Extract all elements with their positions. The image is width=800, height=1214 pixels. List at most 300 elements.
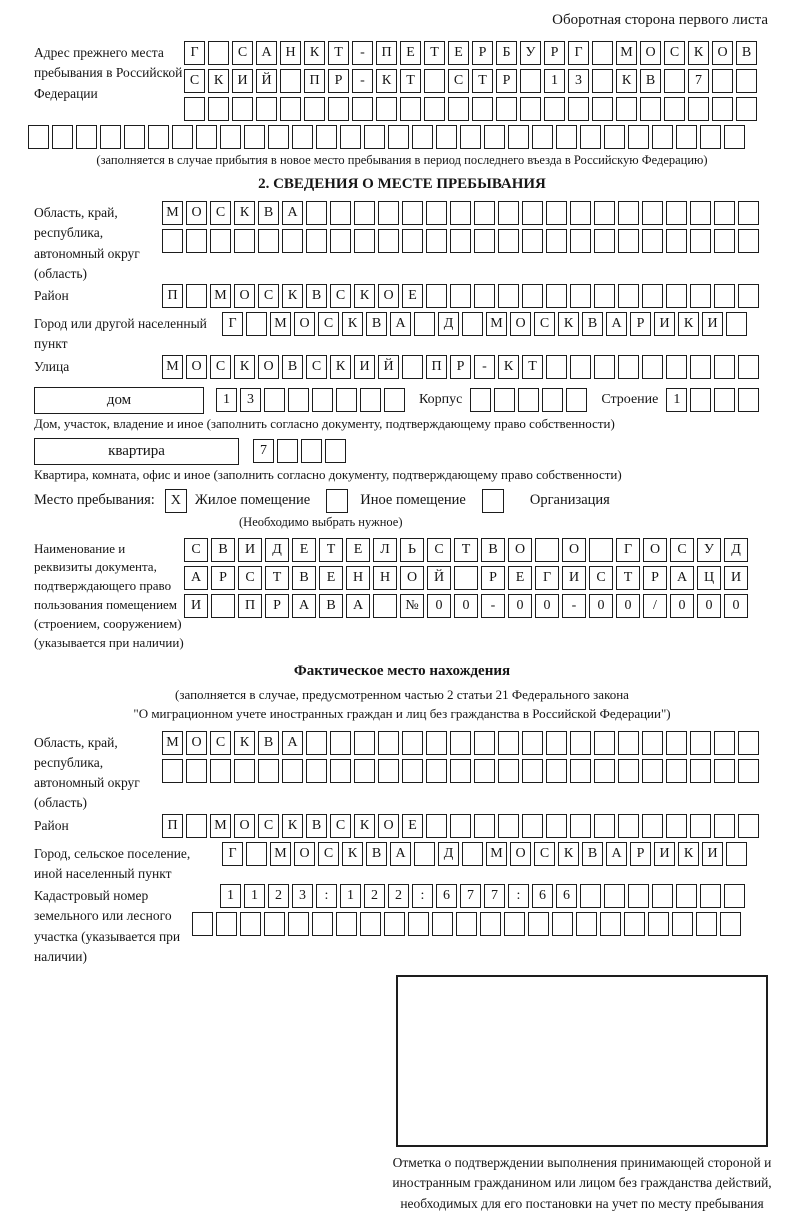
char-cell[interactable]: В bbox=[582, 312, 603, 336]
char-cell[interactable] bbox=[474, 284, 495, 308]
char-cell[interactable] bbox=[424, 97, 445, 121]
char-cell[interactable] bbox=[424, 69, 445, 93]
char-cell[interactable] bbox=[211, 594, 235, 618]
char-cell[interactable] bbox=[234, 229, 255, 253]
char-cell[interactable] bbox=[340, 125, 361, 149]
char-cell[interactable] bbox=[652, 125, 673, 149]
char-cell[interactable]: К bbox=[498, 355, 519, 379]
char-cell[interactable]: Р bbox=[630, 842, 651, 866]
char-cell[interactable] bbox=[210, 229, 231, 253]
char-cell[interactable]: Т bbox=[265, 566, 289, 590]
char-cell[interactable] bbox=[666, 814, 687, 838]
char-cell[interactable]: И bbox=[354, 355, 375, 379]
char-cell[interactable] bbox=[426, 759, 447, 783]
char-cell[interactable] bbox=[690, 731, 711, 755]
char-cell[interactable]: 1 bbox=[544, 69, 565, 93]
char-cell[interactable] bbox=[186, 229, 207, 253]
char-cell[interactable]: А bbox=[256, 41, 277, 65]
char-cell[interactable] bbox=[618, 201, 639, 225]
char-cell[interactable]: Д bbox=[265, 538, 289, 562]
char-cell[interactable]: Е bbox=[448, 41, 469, 65]
char-cell[interactable] bbox=[208, 97, 229, 121]
char-cell[interactable] bbox=[546, 355, 567, 379]
char-cell[interactable] bbox=[522, 814, 543, 838]
char-cell[interactable] bbox=[402, 759, 423, 783]
char-cell[interactable]: К bbox=[688, 41, 709, 65]
char-cell[interactable] bbox=[738, 759, 759, 783]
char-cell[interactable]: Р bbox=[496, 69, 517, 93]
char-cell[interactable] bbox=[220, 125, 241, 149]
char-cell[interactable]: Д bbox=[438, 842, 459, 866]
char-cell[interactable] bbox=[306, 201, 327, 225]
char-cell[interactable]: 1 bbox=[666, 388, 687, 412]
char-cell[interactable] bbox=[336, 912, 357, 936]
char-cell[interactable]: А bbox=[292, 594, 316, 618]
char-cell[interactable]: 6 bbox=[556, 884, 577, 908]
char-cell[interactable]: К bbox=[558, 842, 579, 866]
char-cell[interactable] bbox=[738, 229, 759, 253]
char-cell[interactable] bbox=[277, 439, 298, 463]
char-cell[interactable]: 0 bbox=[454, 594, 478, 618]
char-cell[interactable] bbox=[306, 731, 327, 755]
char-cell[interactable] bbox=[542, 388, 563, 412]
char-cell[interactable] bbox=[373, 594, 397, 618]
char-cell[interactable] bbox=[690, 229, 711, 253]
char-cell[interactable]: И bbox=[238, 538, 262, 562]
char-cell[interactable]: П bbox=[162, 284, 183, 308]
char-cell[interactable]: И bbox=[702, 312, 723, 336]
char-cell[interactable]: С bbox=[184, 538, 208, 562]
char-cell[interactable] bbox=[726, 312, 747, 336]
char-cell[interactable]: О bbox=[186, 355, 207, 379]
char-cell[interactable] bbox=[618, 759, 639, 783]
char-cell[interactable] bbox=[462, 312, 483, 336]
char-cell[interactable]: А bbox=[282, 201, 303, 225]
char-cell[interactable] bbox=[426, 229, 447, 253]
char-cell[interactable] bbox=[450, 201, 471, 225]
char-cell[interactable]: Ь bbox=[400, 538, 424, 562]
char-cell[interactable]: О bbox=[510, 842, 531, 866]
char-cell[interactable]: С bbox=[318, 312, 339, 336]
char-cell[interactable]: О bbox=[294, 842, 315, 866]
char-cell[interactable] bbox=[462, 842, 483, 866]
char-cell[interactable] bbox=[592, 69, 613, 93]
char-cell[interactable]: А bbox=[390, 312, 411, 336]
char-cell[interactable] bbox=[216, 912, 237, 936]
char-cell[interactable]: К bbox=[282, 284, 303, 308]
char-cell[interactable] bbox=[738, 731, 759, 755]
char-cell[interactable]: И bbox=[232, 69, 253, 93]
char-cell[interactable]: В bbox=[258, 201, 279, 225]
char-cell[interactable] bbox=[600, 912, 621, 936]
char-cell[interactable]: А bbox=[346, 594, 370, 618]
char-cell[interactable] bbox=[580, 125, 601, 149]
char-cell[interactable] bbox=[690, 284, 711, 308]
char-cell[interactable]: М bbox=[210, 284, 231, 308]
char-cell[interactable] bbox=[288, 912, 309, 936]
char-cell[interactable]: 3 bbox=[292, 884, 313, 908]
char-cell[interactable] bbox=[642, 814, 663, 838]
char-cell[interactable]: К bbox=[304, 41, 325, 65]
char-cell[interactable] bbox=[494, 388, 515, 412]
char-cell[interactable] bbox=[186, 759, 207, 783]
char-cell[interactable]: : bbox=[412, 884, 433, 908]
char-cell[interactable]: - bbox=[352, 69, 373, 93]
char-cell[interactable] bbox=[714, 284, 735, 308]
char-cell[interactable] bbox=[450, 284, 471, 308]
char-cell[interactable] bbox=[570, 229, 591, 253]
char-cell[interactable]: С bbox=[232, 41, 253, 65]
char-cell[interactable] bbox=[484, 125, 505, 149]
char-cell[interactable] bbox=[184, 97, 205, 121]
char-cell[interactable]: Н bbox=[346, 566, 370, 590]
char-cell[interactable] bbox=[360, 912, 381, 936]
char-cell[interactable]: С bbox=[210, 355, 231, 379]
char-cell[interactable] bbox=[364, 125, 385, 149]
char-cell[interactable] bbox=[652, 884, 673, 908]
char-cell[interactable]: С bbox=[210, 201, 231, 225]
char-cell[interactable] bbox=[352, 97, 373, 121]
char-cell[interactable]: У bbox=[697, 538, 721, 562]
char-cell[interactable] bbox=[256, 97, 277, 121]
char-cell[interactable] bbox=[325, 439, 346, 463]
char-cell[interactable]: С bbox=[210, 731, 231, 755]
char-cell[interactable] bbox=[210, 759, 231, 783]
char-cell[interactable] bbox=[148, 125, 169, 149]
char-cell[interactable]: Н bbox=[280, 41, 301, 65]
char-cell[interactable] bbox=[450, 759, 471, 783]
char-cell[interactable] bbox=[676, 125, 697, 149]
char-cell[interactable]: В bbox=[366, 842, 387, 866]
char-cell[interactable] bbox=[328, 97, 349, 121]
char-cell[interactable] bbox=[258, 759, 279, 783]
char-cell[interactable]: П bbox=[162, 814, 183, 838]
char-cell[interactable] bbox=[408, 912, 429, 936]
char-cell[interactable]: Р bbox=[472, 41, 493, 65]
char-cell[interactable] bbox=[264, 388, 285, 412]
char-cell[interactable] bbox=[666, 229, 687, 253]
char-cell[interactable]: Р bbox=[630, 312, 651, 336]
char-cell[interactable] bbox=[720, 912, 741, 936]
char-cell[interactable] bbox=[570, 284, 591, 308]
char-cell[interactable] bbox=[474, 229, 495, 253]
char-cell[interactable]: В bbox=[292, 566, 316, 590]
char-cell[interactable]: О bbox=[294, 312, 315, 336]
char-cell[interactable] bbox=[354, 731, 375, 755]
char-cell[interactable] bbox=[688, 97, 709, 121]
char-cell[interactable]: П bbox=[376, 41, 397, 65]
char-cell[interactable] bbox=[544, 97, 565, 121]
char-cell[interactable] bbox=[628, 884, 649, 908]
char-cell[interactable]: В bbox=[736, 41, 757, 65]
char-cell[interactable]: Е bbox=[508, 566, 532, 590]
char-cell[interactable] bbox=[306, 759, 327, 783]
char-cell[interactable]: И bbox=[184, 594, 208, 618]
char-cell[interactable]: - bbox=[474, 355, 495, 379]
char-cell[interactable] bbox=[498, 284, 519, 308]
char-cell[interactable] bbox=[292, 125, 313, 149]
char-cell[interactable] bbox=[52, 125, 73, 149]
char-cell[interactable]: К bbox=[234, 201, 255, 225]
char-cell[interactable] bbox=[522, 731, 543, 755]
char-cell[interactable]: М bbox=[162, 731, 183, 755]
char-cell[interactable] bbox=[726, 842, 747, 866]
char-cell[interactable] bbox=[244, 125, 265, 149]
char-cell[interactable] bbox=[556, 125, 577, 149]
char-cell[interactable] bbox=[532, 125, 553, 149]
char-cell[interactable] bbox=[246, 312, 267, 336]
char-cell[interactable]: Е bbox=[402, 814, 423, 838]
char-cell[interactable] bbox=[690, 355, 711, 379]
char-cell[interactable] bbox=[528, 912, 549, 936]
char-cell[interactable]: Г bbox=[222, 312, 243, 336]
char-cell[interactable] bbox=[498, 229, 519, 253]
char-cell[interactable]: В bbox=[640, 69, 661, 93]
char-cell[interactable] bbox=[690, 201, 711, 225]
char-cell[interactable] bbox=[714, 388, 735, 412]
char-cell[interactable]: Г bbox=[568, 41, 589, 65]
char-cell[interactable] bbox=[454, 566, 478, 590]
char-cell[interactable] bbox=[520, 69, 541, 93]
char-cell[interactable]: С bbox=[184, 69, 205, 93]
char-cell[interactable] bbox=[594, 759, 615, 783]
char-cell[interactable] bbox=[570, 201, 591, 225]
char-cell[interactable] bbox=[546, 731, 567, 755]
char-cell[interactable] bbox=[642, 731, 663, 755]
char-cell[interactable]: С bbox=[258, 814, 279, 838]
checkbox-inoe[interactable] bbox=[326, 489, 348, 513]
char-cell[interactable] bbox=[664, 97, 685, 121]
char-cell[interactable]: Г bbox=[616, 538, 640, 562]
char-cell[interactable]: Т bbox=[400, 69, 421, 93]
char-cell[interactable] bbox=[498, 201, 519, 225]
char-cell[interactable] bbox=[570, 759, 591, 783]
char-cell[interactable] bbox=[384, 388, 405, 412]
char-cell[interactable] bbox=[594, 355, 615, 379]
char-cell[interactable] bbox=[700, 884, 721, 908]
char-cell[interactable]: 2 bbox=[364, 884, 385, 908]
char-cell[interactable] bbox=[196, 125, 217, 149]
char-cell[interactable] bbox=[594, 814, 615, 838]
char-cell[interactable]: Р bbox=[643, 566, 667, 590]
char-cell[interactable] bbox=[301, 439, 322, 463]
char-cell[interactable]: С bbox=[534, 842, 555, 866]
char-cell[interactable]: К bbox=[234, 355, 255, 379]
char-cell[interactable] bbox=[594, 201, 615, 225]
char-cell[interactable] bbox=[124, 125, 145, 149]
char-cell[interactable]: С bbox=[448, 69, 469, 93]
char-cell[interactable] bbox=[402, 229, 423, 253]
char-cell[interactable]: 0 bbox=[697, 594, 721, 618]
char-cell[interactable] bbox=[690, 759, 711, 783]
char-cell[interactable]: 7 bbox=[460, 884, 481, 908]
char-cell[interactable] bbox=[258, 229, 279, 253]
char-cell[interactable]: О bbox=[186, 201, 207, 225]
char-cell[interactable]: К bbox=[678, 842, 699, 866]
char-cell[interactable] bbox=[172, 125, 193, 149]
char-cell[interactable] bbox=[520, 97, 541, 121]
char-cell[interactable] bbox=[186, 814, 207, 838]
char-cell[interactable] bbox=[666, 284, 687, 308]
char-cell[interactable] bbox=[642, 759, 663, 783]
char-cell[interactable] bbox=[546, 814, 567, 838]
char-cell[interactable]: 3 bbox=[568, 69, 589, 93]
char-cell[interactable]: С bbox=[589, 566, 613, 590]
char-cell[interactable]: / bbox=[643, 594, 667, 618]
char-cell[interactable] bbox=[426, 731, 447, 755]
char-cell[interactable] bbox=[594, 229, 615, 253]
char-cell[interactable] bbox=[642, 284, 663, 308]
char-cell[interactable]: - bbox=[352, 41, 373, 65]
char-cell[interactable] bbox=[736, 69, 757, 93]
char-cell[interactable] bbox=[450, 731, 471, 755]
char-cell[interactable] bbox=[288, 388, 309, 412]
char-cell[interactable] bbox=[330, 229, 351, 253]
char-cell[interactable]: К bbox=[342, 312, 363, 336]
char-cell[interactable]: : bbox=[316, 884, 337, 908]
char-cell[interactable]: Е bbox=[319, 566, 343, 590]
char-cell[interactable]: Г bbox=[184, 41, 205, 65]
char-cell[interactable] bbox=[676, 884, 697, 908]
char-cell[interactable]: 7 bbox=[484, 884, 505, 908]
char-cell[interactable] bbox=[460, 125, 481, 149]
char-cell[interactable] bbox=[714, 731, 735, 755]
char-cell[interactable] bbox=[666, 731, 687, 755]
char-cell[interactable]: Е bbox=[400, 41, 421, 65]
char-cell[interactable] bbox=[264, 912, 285, 936]
char-cell[interactable] bbox=[642, 201, 663, 225]
char-cell[interactable] bbox=[714, 229, 735, 253]
char-cell[interactable] bbox=[414, 842, 435, 866]
char-cell[interactable]: 1 bbox=[216, 388, 237, 412]
char-cell[interactable] bbox=[304, 97, 325, 121]
char-cell[interactable] bbox=[336, 388, 357, 412]
char-cell[interactable]: Б bbox=[496, 41, 517, 65]
char-cell[interactable] bbox=[354, 759, 375, 783]
checkbox-zhiloe[interactable]: Х bbox=[165, 489, 187, 513]
char-cell[interactable]: 6 bbox=[436, 884, 457, 908]
char-cell[interactable]: 0 bbox=[535, 594, 559, 618]
char-cell[interactable]: Л bbox=[373, 538, 397, 562]
char-cell[interactable]: К bbox=[354, 814, 375, 838]
char-cell[interactable]: К bbox=[616, 69, 637, 93]
char-cell[interactable] bbox=[712, 69, 733, 93]
char-cell[interactable] bbox=[232, 97, 253, 121]
char-cell[interactable] bbox=[642, 229, 663, 253]
char-cell[interactable]: Т bbox=[319, 538, 343, 562]
char-cell[interactable] bbox=[498, 731, 519, 755]
char-cell[interactable] bbox=[450, 229, 471, 253]
char-cell[interactable]: И bbox=[654, 312, 675, 336]
char-cell[interactable]: А bbox=[606, 312, 627, 336]
char-cell[interactable]: П bbox=[426, 355, 447, 379]
char-cell[interactable] bbox=[28, 125, 49, 149]
char-cell[interactable] bbox=[384, 912, 405, 936]
char-cell[interactable] bbox=[186, 284, 207, 308]
char-cell[interactable] bbox=[648, 912, 669, 936]
char-cell[interactable] bbox=[412, 125, 433, 149]
char-cell[interactable]: 0 bbox=[508, 594, 532, 618]
char-cell[interactable] bbox=[522, 201, 543, 225]
char-cell[interactable]: Г bbox=[535, 566, 559, 590]
char-cell[interactable] bbox=[378, 731, 399, 755]
char-cell[interactable] bbox=[280, 97, 301, 121]
char-cell[interactable] bbox=[666, 201, 687, 225]
char-cell[interactable]: 2 bbox=[268, 884, 289, 908]
char-cell[interactable] bbox=[402, 731, 423, 755]
char-cell[interactable]: О bbox=[378, 814, 399, 838]
char-cell[interactable] bbox=[426, 814, 447, 838]
char-cell[interactable] bbox=[714, 201, 735, 225]
char-cell[interactable] bbox=[456, 912, 477, 936]
char-cell[interactable] bbox=[522, 229, 543, 253]
char-cell[interactable]: Й bbox=[427, 566, 451, 590]
char-cell[interactable] bbox=[376, 97, 397, 121]
char-cell[interactable]: Е bbox=[346, 538, 370, 562]
char-cell[interactable] bbox=[700, 125, 721, 149]
char-cell[interactable] bbox=[624, 912, 645, 936]
char-cell[interactable]: И bbox=[654, 842, 675, 866]
char-cell[interactable] bbox=[546, 229, 567, 253]
char-cell[interactable] bbox=[714, 759, 735, 783]
char-cell[interactable]: О bbox=[258, 355, 279, 379]
char-cell[interactable] bbox=[504, 912, 525, 936]
char-cell[interactable] bbox=[306, 229, 327, 253]
char-cell[interactable] bbox=[474, 759, 495, 783]
char-cell[interactable]: О bbox=[234, 284, 255, 308]
apartment-type-box[interactable]: квартира bbox=[34, 438, 239, 465]
char-cell[interactable]: М bbox=[162, 201, 183, 225]
char-cell[interactable]: С bbox=[306, 355, 327, 379]
checkbox-organizaciya[interactable] bbox=[482, 489, 504, 513]
char-cell[interactable]: В bbox=[258, 731, 279, 755]
char-cell[interactable]: С bbox=[238, 566, 262, 590]
char-cell[interactable]: К bbox=[354, 284, 375, 308]
char-cell[interactable]: О bbox=[640, 41, 661, 65]
char-cell[interactable] bbox=[330, 201, 351, 225]
char-cell[interactable]: 6 bbox=[532, 884, 553, 908]
char-cell[interactable] bbox=[535, 538, 559, 562]
char-cell[interactable] bbox=[378, 201, 399, 225]
char-cell[interactable] bbox=[312, 912, 333, 936]
char-cell[interactable] bbox=[592, 97, 613, 121]
char-cell[interactable]: Н bbox=[373, 566, 397, 590]
char-cell[interactable] bbox=[402, 201, 423, 225]
char-cell[interactable] bbox=[330, 759, 351, 783]
char-cell[interactable] bbox=[672, 912, 693, 936]
char-cell[interactable] bbox=[498, 814, 519, 838]
char-cell[interactable]: М bbox=[486, 312, 507, 336]
char-cell[interactable] bbox=[234, 759, 255, 783]
char-cell[interactable] bbox=[576, 912, 597, 936]
char-cell[interactable] bbox=[472, 97, 493, 121]
char-cell[interactable]: Ц bbox=[697, 566, 721, 590]
char-cell[interactable]: С bbox=[670, 538, 694, 562]
char-cell[interactable] bbox=[498, 759, 519, 783]
char-cell[interactable] bbox=[712, 97, 733, 121]
char-cell[interactable]: : bbox=[508, 884, 529, 908]
char-cell[interactable]: 0 bbox=[616, 594, 640, 618]
char-cell[interactable]: Д bbox=[438, 312, 459, 336]
char-cell[interactable]: В bbox=[306, 284, 327, 308]
char-cell[interactable]: И bbox=[562, 566, 586, 590]
char-cell[interactable] bbox=[448, 97, 469, 121]
char-cell[interactable]: Й bbox=[378, 355, 399, 379]
char-cell[interactable] bbox=[480, 912, 501, 936]
char-cell[interactable]: № bbox=[400, 594, 424, 618]
char-cell[interactable]: Е bbox=[292, 538, 316, 562]
char-cell[interactable] bbox=[426, 284, 447, 308]
